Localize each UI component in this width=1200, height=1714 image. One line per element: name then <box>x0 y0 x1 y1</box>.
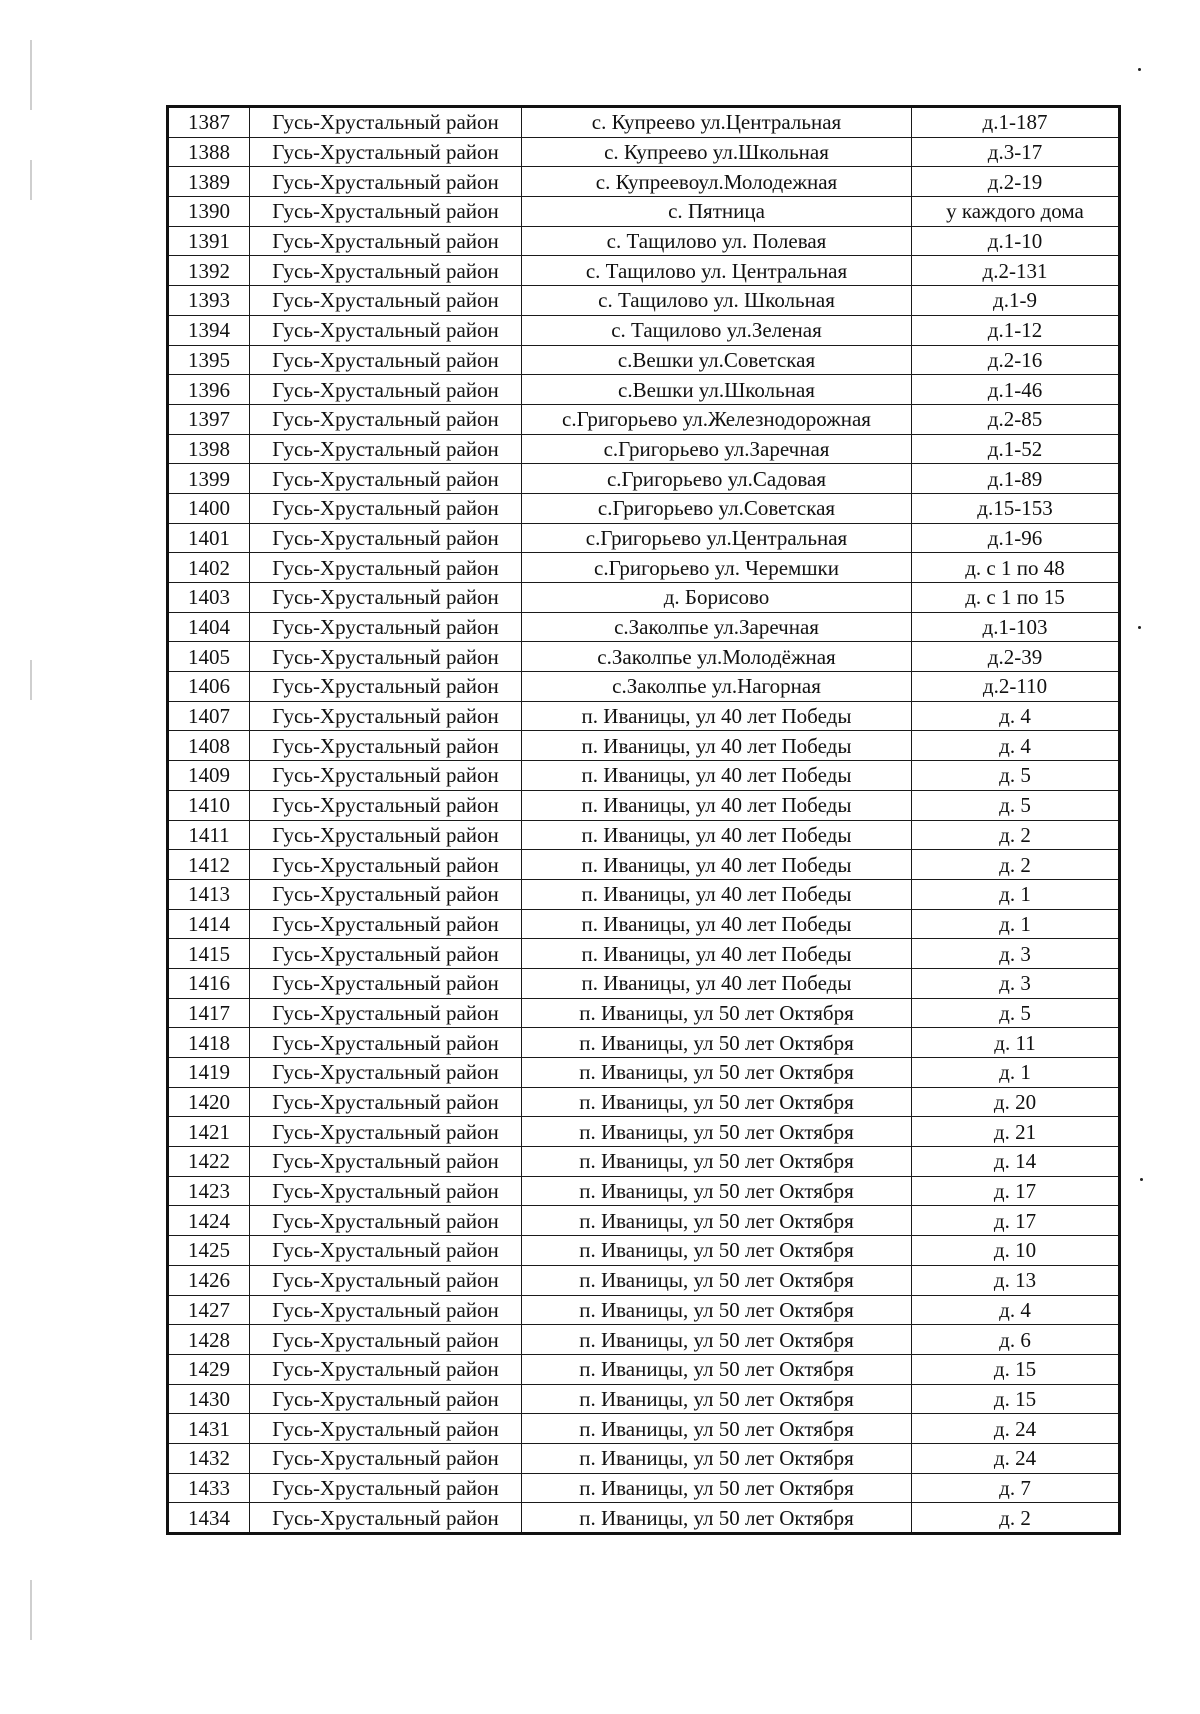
district-cell: Гусь-Хрустальный район <box>250 1028 522 1058</box>
house-numbers-cell: д. 7 <box>912 1473 1120 1503</box>
district-cell: Гусь-Хрустальный район <box>250 1414 522 1444</box>
table-row <box>168 1087 1120 1117</box>
row-number-cell: 1417 <box>168 998 250 1028</box>
district-cell: Гусь-Хрустальный район <box>250 850 522 880</box>
house-numbers-cell: д. 1 <box>912 909 1120 939</box>
house-numbers-cell: д.2-110 <box>912 672 1120 702</box>
house-numbers-cell: д. 17 <box>912 1206 1120 1236</box>
row-number-cell: 1423 <box>168 1176 250 1206</box>
table-row <box>168 642 1120 672</box>
house-numbers-cell: д. 2 <box>912 820 1120 850</box>
district-cell: Гусь-Хрустальный район <box>250 1443 522 1473</box>
district-cell: Гусь-Хрустальный район <box>250 583 522 613</box>
district-cell: Гусь-Хрустальный район <box>250 1176 522 1206</box>
house-numbers-cell: д. 4 <box>912 701 1120 731</box>
table-row <box>168 672 1120 702</box>
house-numbers-cell: д. 11 <box>912 1028 1120 1058</box>
row-number-cell: 1407 <box>168 701 250 731</box>
table-row <box>168 1325 1120 1355</box>
row-number-cell: 1393 <box>168 286 250 316</box>
row-number-cell: 1390 <box>168 197 250 227</box>
table-row <box>168 1236 1120 1266</box>
row-number-cell: 1416 <box>168 968 250 998</box>
row-number-cell: 1431 <box>168 1414 250 1444</box>
house-numbers-cell: д. 20 <box>912 1087 1120 1117</box>
district-cell: Гусь-Хрустальный район <box>250 1384 522 1414</box>
table-row <box>168 315 1120 345</box>
house-numbers-cell: д.2-85 <box>912 404 1120 434</box>
table-row <box>168 197 1120 227</box>
house-numbers-cell: д.15-153 <box>912 493 1120 523</box>
district-cell: Гусь-Хрустальный район <box>250 909 522 939</box>
district-cell: Гусь-Хрустальный район <box>250 167 522 197</box>
house-numbers-cell: д. 17 <box>912 1176 1120 1206</box>
house-numbers-cell: д. 2 <box>912 1503 1120 1534</box>
row-number-cell: 1397 <box>168 404 250 434</box>
address-cell: с. Купреевоул.Молодежная <box>522 167 912 197</box>
address-cell: с.Григорьево ул.Советская <box>522 493 912 523</box>
row-number-cell: 1399 <box>168 464 250 494</box>
district-cell: Гусь-Хрустальный район <box>250 226 522 256</box>
address-cell: д. Борисово <box>522 583 912 613</box>
table-row <box>168 1058 1120 1088</box>
row-number-cell: 1391 <box>168 226 250 256</box>
address-cell: п. Иваницы, ул 40 лет Победы <box>522 761 912 791</box>
row-number-cell: 1414 <box>168 909 250 939</box>
house-numbers-cell: д.3-17 <box>912 137 1120 167</box>
house-numbers-cell: д.1-89 <box>912 464 1120 494</box>
house-numbers-cell: д. 1 <box>912 1058 1120 1088</box>
district-cell: Гусь-Хрустальный район <box>250 464 522 494</box>
row-number-cell: 1409 <box>168 761 250 791</box>
district-cell: Гусь-Хрустальный район <box>250 1236 522 1266</box>
address-cell: п. Иваницы, ул 50 лет Октября <box>522 1265 912 1295</box>
address-cell: п. Иваницы, ул 50 лет Октября <box>522 1147 912 1177</box>
district-cell: Гусь-Хрустальный район <box>250 612 522 642</box>
house-numbers-cell: д. 15 <box>912 1354 1120 1384</box>
district-cell: Гусь-Хрустальный район <box>250 701 522 731</box>
row-number-cell: 1413 <box>168 879 250 909</box>
address-cell: п. Иваницы, ул 40 лет Победы <box>522 909 912 939</box>
address-cell: п. Иваницы, ул 50 лет Октября <box>522 1325 912 1355</box>
house-numbers-cell: д. 10 <box>912 1236 1120 1266</box>
table-row <box>168 790 1120 820</box>
house-numbers-cell: д. с 1 по 48 <box>912 553 1120 583</box>
address-cell: с.Григорьево ул.Садовая <box>522 464 912 494</box>
table-row <box>168 1414 1120 1444</box>
table-row <box>168 523 1120 553</box>
table-row <box>168 909 1120 939</box>
address-cell: п. Иваницы, ул 50 лет Октября <box>522 1236 912 1266</box>
address-cell: п. Иваницы, ул 40 лет Победы <box>522 939 912 969</box>
scan-speck <box>1140 1178 1143 1181</box>
house-numbers-cell: д.1-10 <box>912 226 1120 256</box>
row-number-cell: 1419 <box>168 1058 250 1088</box>
address-cell: с.Григорьево ул.Центральная <box>522 523 912 553</box>
district-cell: Гусь-Хрустальный район <box>250 998 522 1028</box>
house-numbers-cell: д. 15 <box>912 1384 1120 1414</box>
district-cell: Гусь-Хрустальный район <box>250 315 522 345</box>
district-cell: Гусь-Хрустальный район <box>250 879 522 909</box>
table-row <box>168 1265 1120 1295</box>
house-numbers-cell: д. 6 <box>912 1325 1120 1355</box>
row-number-cell: 1411 <box>168 820 250 850</box>
address-cell: п. Иваницы, ул 40 лет Победы <box>522 731 912 761</box>
district-cell: Гусь-Хрустальный район <box>250 939 522 969</box>
row-number-cell: 1400 <box>168 493 250 523</box>
district-cell: Гусь-Хрустальный район <box>250 1473 522 1503</box>
district-cell: Гусь-Хрустальный район <box>250 493 522 523</box>
house-numbers-cell: д.1-46 <box>912 375 1120 405</box>
district-cell: Гусь-Хрустальный район <box>250 107 522 138</box>
district-cell: Гусь-Хрустальный район <box>250 197 522 227</box>
address-cell: с. Тащилово ул. Школьная <box>522 286 912 316</box>
table-row <box>168 761 1120 791</box>
district-cell: Гусь-Хрустальный район <box>250 968 522 998</box>
address-cell: с.Григорьево ул. Черемшки <box>522 553 912 583</box>
house-numbers-cell: д. 5 <box>912 761 1120 791</box>
house-numbers-cell: д. 5 <box>912 998 1120 1028</box>
row-number-cell: 1396 <box>168 375 250 405</box>
table-row <box>168 939 1120 969</box>
table-row <box>168 375 1120 405</box>
table-row <box>168 404 1120 434</box>
table-row <box>168 583 1120 613</box>
address-cell: п. Иваницы, ул 50 лет Октября <box>522 1473 912 1503</box>
row-number-cell: 1395 <box>168 345 250 375</box>
address-cell: с. Пятница <box>522 197 912 227</box>
district-cell: Гусь-Хрустальный район <box>250 553 522 583</box>
house-numbers-cell: д.1-96 <box>912 523 1120 553</box>
row-number-cell: 1422 <box>168 1147 250 1177</box>
district-cell: Гусь-Хрустальный район <box>250 1503 522 1534</box>
table-row <box>168 464 1120 494</box>
scan-margin-mark <box>30 1580 32 1640</box>
house-numbers-cell: д.1-9 <box>912 286 1120 316</box>
row-number-cell: 1426 <box>168 1265 250 1295</box>
table-row <box>168 1443 1120 1473</box>
row-number-cell: 1415 <box>168 939 250 969</box>
table-row <box>168 968 1120 998</box>
row-number-cell: 1424 <box>168 1206 250 1236</box>
address-cell: п. Иваницы, ул 50 лет Октября <box>522 1354 912 1384</box>
address-cell: с.Вешки ул.Советская <box>522 345 912 375</box>
district-cell: Гусь-Хрустальный район <box>250 761 522 791</box>
row-number-cell: 1404 <box>168 612 250 642</box>
house-numbers-cell: д. 3 <box>912 968 1120 998</box>
address-cell: п. Иваницы, ул 50 лет Октября <box>522 1384 912 1414</box>
district-cell: Гусь-Хрустальный район <box>250 672 522 702</box>
row-number-cell: 1430 <box>168 1384 250 1414</box>
table-row <box>168 1117 1120 1147</box>
scan-speck <box>1138 626 1141 629</box>
row-number-cell: 1428 <box>168 1325 250 1355</box>
row-number-cell: 1427 <box>168 1295 250 1325</box>
registry-table-body <box>168 107 1120 1534</box>
address-cell: п. Иваницы, ул 50 лет Октября <box>522 1295 912 1325</box>
table-row <box>168 701 1120 731</box>
house-numbers-cell: д.2-39 <box>912 642 1120 672</box>
scan-margin-mark <box>30 660 32 700</box>
table-row <box>168 167 1120 197</box>
table-row <box>168 1206 1120 1236</box>
table-row <box>168 731 1120 761</box>
address-cell: п. Иваницы, ул 50 лет Октября <box>522 998 912 1028</box>
table-row <box>168 820 1120 850</box>
table-row <box>168 137 1120 167</box>
table-row <box>168 879 1120 909</box>
row-number-cell: 1403 <box>168 583 250 613</box>
address-cell: с. Тащилово ул.Зеленая <box>522 315 912 345</box>
district-cell: Гусь-Хрустальный район <box>250 434 522 464</box>
address-registry-table <box>166 105 1121 1535</box>
row-number-cell: 1412 <box>168 850 250 880</box>
address-cell: п. Иваницы, ул 40 лет Победы <box>522 701 912 731</box>
address-cell: п. Иваницы, ул 50 лет Октября <box>522 1176 912 1206</box>
house-numbers-cell: д.2-16 <box>912 345 1120 375</box>
scan-speck <box>1138 68 1141 71</box>
row-number-cell: 1401 <box>168 523 250 553</box>
district-cell: Гусь-Хрустальный район <box>250 1325 522 1355</box>
house-numbers-cell: д. 5 <box>912 790 1120 820</box>
district-cell: Гусь-Хрустальный район <box>250 1265 522 1295</box>
district-cell: Гусь-Хрустальный район <box>250 1058 522 1088</box>
address-cell: п. Иваницы, ул 50 лет Октября <box>522 1117 912 1147</box>
address-cell: п. Иваницы, ул 40 лет Победы <box>522 879 912 909</box>
table-row <box>168 1384 1120 1414</box>
row-number-cell: 1425 <box>168 1236 250 1266</box>
table-row <box>168 286 1120 316</box>
table-row <box>168 1176 1120 1206</box>
address-cell: с. Тащилово ул. Полевая <box>522 226 912 256</box>
house-numbers-cell: д. с 1 по 15 <box>912 583 1120 613</box>
table-row <box>168 1147 1120 1177</box>
district-cell: Гусь-Хрустальный район <box>250 1087 522 1117</box>
address-cell: п. Иваницы, ул 50 лет Октября <box>522 1414 912 1444</box>
address-cell: п. Иваницы, ул 50 лет Октября <box>522 1058 912 1088</box>
address-cell: п. Иваницы, ул 50 лет Октября <box>522 1087 912 1117</box>
house-numbers-cell: д. 24 <box>912 1414 1120 1444</box>
table-row <box>168 493 1120 523</box>
house-numbers-cell: д.1-103 <box>912 612 1120 642</box>
row-number-cell: 1402 <box>168 553 250 583</box>
district-cell: Гусь-Хрустальный район <box>250 1295 522 1325</box>
address-cell: п. Иваницы, ул 50 лет Октября <box>522 1443 912 1473</box>
address-cell: с.Вешки ул.Школьная <box>522 375 912 405</box>
table-row <box>168 107 1120 138</box>
table-row <box>168 1503 1120 1534</box>
row-number-cell: 1408 <box>168 731 250 761</box>
address-cell: п. Иваницы, ул 50 лет Октября <box>522 1028 912 1058</box>
table-row <box>168 256 1120 286</box>
table-row <box>168 345 1120 375</box>
address-cell: п. Иваницы, ул 40 лет Победы <box>522 790 912 820</box>
address-cell: с. Тащилово ул. Центральная <box>522 256 912 286</box>
district-cell: Гусь-Хрустальный район <box>250 731 522 761</box>
address-cell: п. Иваницы, ул 40 лет Победы <box>522 968 912 998</box>
house-numbers-cell: д.1-187 <box>912 107 1120 138</box>
table-row <box>168 850 1120 880</box>
house-numbers-cell: д. 4 <box>912 731 1120 761</box>
house-numbers-cell: д.2-19 <box>912 167 1120 197</box>
district-cell: Гусь-Хрустальный район <box>250 523 522 553</box>
district-cell: Гусь-Хрустальный район <box>250 256 522 286</box>
row-number-cell: 1433 <box>168 1473 250 1503</box>
address-cell: п. Иваницы, ул 40 лет Победы <box>522 850 912 880</box>
house-numbers-cell: д.1-52 <box>912 434 1120 464</box>
house-numbers-cell: у каждого дома <box>912 197 1120 227</box>
row-number-cell: 1405 <box>168 642 250 672</box>
address-cell: с.Григорьево ул.Железнодорожная <box>522 404 912 434</box>
district-cell: Гусь-Хрустальный район <box>250 375 522 405</box>
scan-margin-mark <box>30 40 32 110</box>
table-row <box>168 1028 1120 1058</box>
district-cell: Гусь-Хрустальный район <box>250 1117 522 1147</box>
district-cell: Гусь-Хрустальный район <box>250 1354 522 1384</box>
district-cell: Гусь-Хрустальный район <box>250 820 522 850</box>
table-row <box>168 226 1120 256</box>
house-numbers-cell: д. 14 <box>912 1147 1120 1177</box>
house-numbers-cell: д.1-12 <box>912 315 1120 345</box>
row-number-cell: 1392 <box>168 256 250 286</box>
address-cell: п. Иваницы, ул 50 лет Октября <box>522 1206 912 1236</box>
table-row <box>168 998 1120 1028</box>
table-row <box>168 1295 1120 1325</box>
row-number-cell: 1429 <box>168 1354 250 1384</box>
row-number-cell: 1388 <box>168 137 250 167</box>
row-number-cell: 1434 <box>168 1503 250 1534</box>
address-cell: с.Заколпье ул.Молодёжная <box>522 642 912 672</box>
row-number-cell: 1406 <box>168 672 250 702</box>
district-cell: Гусь-Хрустальный район <box>250 404 522 434</box>
row-number-cell: 1421 <box>168 1117 250 1147</box>
row-number-cell: 1389 <box>168 167 250 197</box>
district-cell: Гусь-Хрустальный район <box>250 286 522 316</box>
district-cell: Гусь-Хрустальный район <box>250 642 522 672</box>
district-cell: Гусь-Хрустальный район <box>250 345 522 375</box>
house-numbers-cell: д. 24 <box>912 1443 1120 1473</box>
row-number-cell: 1432 <box>168 1443 250 1473</box>
scan-margin-mark <box>30 160 32 200</box>
row-number-cell: 1387 <box>168 107 250 138</box>
address-cell: п. Иваницы, ул 40 лет Победы <box>522 820 912 850</box>
house-numbers-cell: д. 21 <box>912 1117 1120 1147</box>
house-numbers-cell: д. 4 <box>912 1295 1120 1325</box>
row-number-cell: 1398 <box>168 434 250 464</box>
table-row <box>168 553 1120 583</box>
house-numbers-cell: д. 2 <box>912 850 1120 880</box>
address-cell: с.Заколпье ул.Заречная <box>522 612 912 642</box>
row-number-cell: 1394 <box>168 315 250 345</box>
district-cell: Гусь-Хрустальный район <box>250 1206 522 1236</box>
address-cell: с.Заколпье ул.Нагорная <box>522 672 912 702</box>
table-row <box>168 434 1120 464</box>
address-cell: с. Купреево ул.Центральная <box>522 107 912 138</box>
row-number-cell: 1418 <box>168 1028 250 1058</box>
table-row <box>168 1354 1120 1384</box>
house-numbers-cell: д.2-131 <box>912 256 1120 286</box>
address-cell: п. Иваницы, ул 50 лет Октября <box>522 1503 912 1534</box>
house-numbers-cell: д. 1 <box>912 879 1120 909</box>
district-cell: Гусь-Хрустальный район <box>250 137 522 167</box>
table-row <box>168 612 1120 642</box>
house-numbers-cell: д. 3 <box>912 939 1120 969</box>
district-cell: Гусь-Хрустальный район <box>250 790 522 820</box>
address-cell: с.Григорьево ул.Заречная <box>522 434 912 464</box>
district-cell: Гусь-Хрустальный район <box>250 1147 522 1177</box>
row-number-cell: 1410 <box>168 790 250 820</box>
house-numbers-cell: д. 13 <box>912 1265 1120 1295</box>
row-number-cell: 1420 <box>168 1087 250 1117</box>
table-row <box>168 1473 1120 1503</box>
address-cell: с. Купреево ул.Школьная <box>522 137 912 167</box>
